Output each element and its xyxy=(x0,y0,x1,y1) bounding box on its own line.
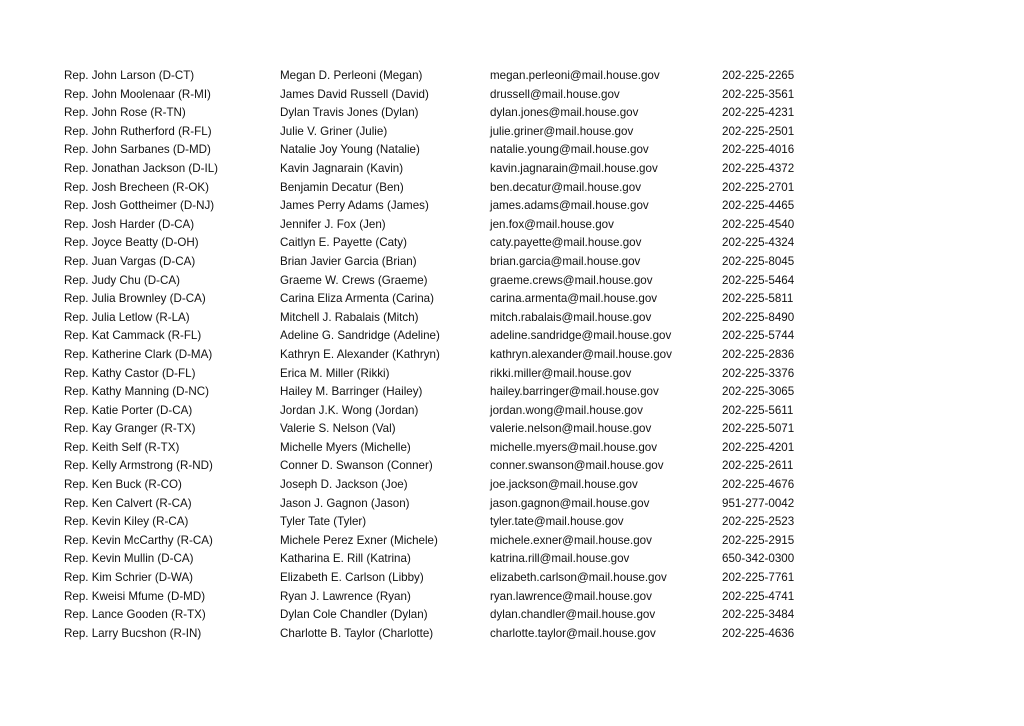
email-address: katrina.rill@mail.house.gov xyxy=(490,552,630,566)
phone-number: 202-225-4540 xyxy=(722,217,795,231)
email-address: graeme.crews@mail.house.gov xyxy=(490,273,653,287)
member-name: Rep. Kevin Mullin (D-CA) xyxy=(64,552,194,566)
staff-name: Natalie Joy Young (Natalie) xyxy=(280,143,420,157)
email-address: natalie.young@mail.house.gov xyxy=(490,143,649,157)
member-name: Rep. John Larson (D-CT) xyxy=(64,69,195,82)
table-row xyxy=(64,625,824,644)
staff-name: Dylan Travis Jones (Dylan) xyxy=(280,106,419,120)
staff-name: Michelle Myers (Michelle) xyxy=(280,440,411,454)
email-address: julie.griner@mail.house.gov xyxy=(490,124,634,138)
table-row xyxy=(64,383,824,402)
staff-name: Kavin Jagnarain (Kavin) xyxy=(280,161,404,175)
staff-name: Joseph D. Jackson (Joe) xyxy=(280,478,408,492)
phone-number: 202-225-4016 xyxy=(722,143,795,157)
staff-name: Katharina E. Rill (Katrina) xyxy=(280,552,411,566)
email-address: kavin.jagnarain@mail.house.gov xyxy=(490,161,658,175)
table-row xyxy=(64,532,824,551)
table-row xyxy=(64,588,824,607)
email-address: valerie.nelson@mail.house.gov xyxy=(490,422,652,436)
phone-number: 202-225-2265 xyxy=(722,69,795,82)
table-row xyxy=(64,253,824,272)
table-row xyxy=(64,495,824,514)
staff-name: Julie V. Griner (Julie) xyxy=(280,124,388,138)
email-address: jordan.wong@mail.house.gov xyxy=(490,403,643,417)
email-address: james.adams@mail.house.gov xyxy=(490,199,649,213)
email-address: conner.swanson@mail.house.gov xyxy=(490,459,664,473)
staff-name: Ryan J. Lawrence (Ryan) xyxy=(280,589,411,603)
email-address: tyler.tate@mail.house.gov xyxy=(490,515,624,529)
staff-name: Hailey M. Barringer (Hailey) xyxy=(280,385,423,399)
phone-number: 202-225-5811 xyxy=(722,292,794,306)
member-name: Rep. Keith Self (R-TX) xyxy=(64,440,180,454)
member-name: Rep. Lance Gooden (R-TX) xyxy=(64,608,206,622)
staff-name: Adeline G. Sandridge (Adeline) xyxy=(280,329,440,343)
phone-number: 202-225-5611 xyxy=(722,403,794,417)
member-name: Rep. Kweisi Mfume (D-MD) xyxy=(64,589,206,603)
phone-number: 202-225-4676 xyxy=(722,478,795,492)
staff-name: Jordan J.K. Wong (Jordan) xyxy=(280,403,419,417)
member-name: Rep. Ken Calvert (R-CA) xyxy=(64,496,192,510)
phone-number: 202-225-8045 xyxy=(722,254,795,268)
member-name: Rep. Josh Harder (D-CA) xyxy=(64,217,195,231)
phone-number: 202-225-4465 xyxy=(722,199,795,213)
table-row xyxy=(64,457,824,476)
phone-number: 202-225-2523 xyxy=(722,515,795,529)
table-row xyxy=(64,439,824,458)
member-name: Rep. Julia Letlow (R-LA) xyxy=(64,310,190,324)
phone-number: 202-225-2701 xyxy=(722,180,795,194)
staff-name: Valerie S. Nelson (Val) xyxy=(280,422,396,436)
table-row xyxy=(64,197,824,216)
phone-number: 202-225-3065 xyxy=(722,385,795,399)
table-row xyxy=(64,569,824,588)
email-address: kathryn.alexander@mail.house.gov xyxy=(490,347,672,361)
table-row xyxy=(64,123,824,142)
staff-name: Caitlyn E. Payette (Caty) xyxy=(280,236,407,250)
table-row xyxy=(64,86,824,105)
staff-name: Tyler Tate (Tyler) xyxy=(280,515,367,529)
email-address: caty.payette@mail.house.gov xyxy=(490,236,642,250)
email-address: carina.armenta@mail.house.gov xyxy=(490,292,658,306)
phone-number: 202-225-4741 xyxy=(722,589,795,603)
table-row xyxy=(64,606,824,625)
contact-table xyxy=(64,67,824,643)
table-row xyxy=(64,272,824,291)
staff-name: Carina Eliza Armenta (Carina) xyxy=(280,292,434,306)
email-address: dylan.chandler@mail.house.gov xyxy=(490,608,656,622)
phone-number: 202-225-4201 xyxy=(722,440,795,454)
email-address: ben.decatur@mail.house.gov xyxy=(490,180,641,194)
phone-number: 202-225-7761 xyxy=(722,571,795,585)
member-name: Rep. Joyce Beatty (D-OH) xyxy=(64,236,199,250)
email-address: adeline.sandridge@mail.house.gov xyxy=(490,329,672,343)
email-address: drussell@mail.house.gov xyxy=(490,87,620,101)
staff-name: Graeme W. Crews (Graeme) xyxy=(280,273,428,287)
member-name: Rep. Kathy Castor (D-FL) xyxy=(64,366,196,380)
member-name: Rep. Josh Gottheimer (D-NJ) xyxy=(64,199,215,213)
table-row xyxy=(64,216,824,235)
email-address: charlotte.taylor@mail.house.gov xyxy=(490,626,656,640)
staff-name: Mitchell J. Rabalais (Mitch) xyxy=(280,310,419,324)
staff-name: James David Russell (David) xyxy=(280,87,429,101)
email-address: jen.fox@mail.house.gov xyxy=(490,217,614,231)
member-name: Rep. Juan Vargas (D-CA) xyxy=(64,254,196,268)
member-name: Rep. Kelly Armstrong (R-ND) xyxy=(64,459,213,473)
email-address: hailey.barringer@mail.house.gov xyxy=(490,385,659,399)
phone-number: 202-225-3561 xyxy=(722,87,795,101)
staff-name: Jennifer J. Fox (Jen) xyxy=(280,217,386,231)
email-address: jason.gagnon@mail.house.gov xyxy=(490,496,650,510)
table-row xyxy=(64,141,824,160)
staff-name: Elizabeth E. Carlson (Libby) xyxy=(280,571,424,585)
member-name: Rep. John Rutherford (R-FL) xyxy=(64,124,212,138)
staff-name: Charlotte B. Taylor (Charlotte) xyxy=(280,626,434,640)
phone-number: 202-225-2836 xyxy=(722,347,795,361)
email-address: ryan.lawrence@mail.house.gov xyxy=(490,589,652,603)
phone-number: 202-225-4372 xyxy=(722,161,795,175)
staff-name: Dylan Cole Chandler (Dylan) xyxy=(280,608,428,622)
member-name: Rep. Julia Brownley (D-CA) xyxy=(64,292,206,306)
table-row xyxy=(64,476,824,495)
table-row xyxy=(64,513,824,532)
staff-name: Jason J. Gagnon (Jason) xyxy=(280,496,410,510)
phone-number: 650-342-0300 xyxy=(722,552,795,566)
table-row xyxy=(64,67,824,86)
email-address: michelle.myers@mail.house.gov xyxy=(490,440,658,454)
member-name: Rep. Jonathan Jackson (D-IL) xyxy=(64,161,219,175)
table-row xyxy=(64,179,824,198)
member-name: Rep. Kay Granger (R-TX) xyxy=(64,422,196,436)
staff-name: Kathryn E. Alexander (Kathryn) xyxy=(280,347,440,361)
member-name: Rep. Kat Cammack (R-FL) xyxy=(64,329,202,343)
member-name: Rep. Ken Buck (R-CO) xyxy=(64,478,182,492)
member-name: Rep. Katie Porter (D-CA) xyxy=(64,403,193,417)
phone-number: 202-225-8490 xyxy=(722,310,795,324)
staff-name: Michele Perez Exner (Michele) xyxy=(280,533,438,547)
table-row xyxy=(64,420,824,439)
table-row xyxy=(64,160,824,179)
table-row xyxy=(64,290,824,309)
phone-number: 202-225-4231 xyxy=(722,106,795,120)
phone-number: 202-225-4636 xyxy=(722,626,795,640)
table-row xyxy=(64,104,824,123)
email-address: brian.garcia@mail.house.gov xyxy=(490,254,641,268)
phone-number: 202-225-4324 xyxy=(722,236,795,250)
member-name: Rep. Judy Chu (D-CA) xyxy=(64,273,180,287)
staff-name: Conner D. Swanson (Conner) xyxy=(280,459,433,473)
table-row xyxy=(64,346,824,365)
member-name: Rep. Josh Brecheen (R-OK) xyxy=(64,180,209,194)
email-address: rikki.miller@mail.house.gov xyxy=(490,366,632,380)
member-name: Rep. John Moolenaar (R-MI) xyxy=(64,87,211,101)
phone-number: 202-225-5071 xyxy=(722,422,795,436)
phone-number: 202-225-5464 xyxy=(722,273,795,287)
member-name: Rep. Larry Bucshon (R-IN) xyxy=(64,626,202,640)
phone-number: 202-225-5744 xyxy=(722,329,795,343)
table-row xyxy=(64,365,824,384)
member-name: Rep. Kim Schrier (D-WA) xyxy=(64,571,194,585)
phone-number: 202-225-3484 xyxy=(722,608,795,622)
table-row xyxy=(64,327,824,346)
table-row xyxy=(64,309,824,328)
email-address: dylan.jones@mail.house.gov xyxy=(490,106,639,120)
table-row xyxy=(64,402,824,421)
member-name: Rep. John Rose (R-TN) xyxy=(64,106,186,120)
email-address: joe.jackson@mail.house.gov xyxy=(490,478,638,492)
email-address: megan.perleoni@mail.house.gov xyxy=(490,69,660,82)
phone-number: 951-277-0042 xyxy=(722,496,795,510)
staff-name: James Perry Adams (James) xyxy=(280,199,429,213)
member-name: Rep. Kevin McCarthy (R-CA) xyxy=(64,533,213,547)
staff-name: Benjamin Decatur (Ben) xyxy=(280,180,404,194)
staff-name: Erica M. Miller (Rikki) xyxy=(280,366,390,380)
staff-name: Megan D. Perleoni (Megan) xyxy=(280,69,423,82)
phone-number: 202-225-2501 xyxy=(722,124,795,138)
email-address: elizabeth.carlson@mail.house.gov xyxy=(490,571,667,585)
phone-number: 202-225-3376 xyxy=(722,366,795,380)
member-name: Rep. Kevin Kiley (R-CA) xyxy=(64,515,189,529)
email-address: mitch.rabalais@mail.house.gov xyxy=(490,310,652,324)
staff-name: Brian Javier Garcia (Brian) xyxy=(280,254,417,268)
member-name: Rep. Kathy Manning (D-NC) xyxy=(64,385,209,399)
member-name: Rep. John Sarbanes (D-MD) xyxy=(64,143,211,157)
phone-number: 202-225-2611 xyxy=(722,459,794,473)
phone-number: 202-225-2915 xyxy=(722,533,795,547)
email-address: michele.exner@mail.house.gov xyxy=(490,533,652,547)
table-row xyxy=(64,550,824,569)
member-name: Rep. Katherine Clark (D-MA) xyxy=(64,347,213,361)
table-row xyxy=(64,234,824,253)
